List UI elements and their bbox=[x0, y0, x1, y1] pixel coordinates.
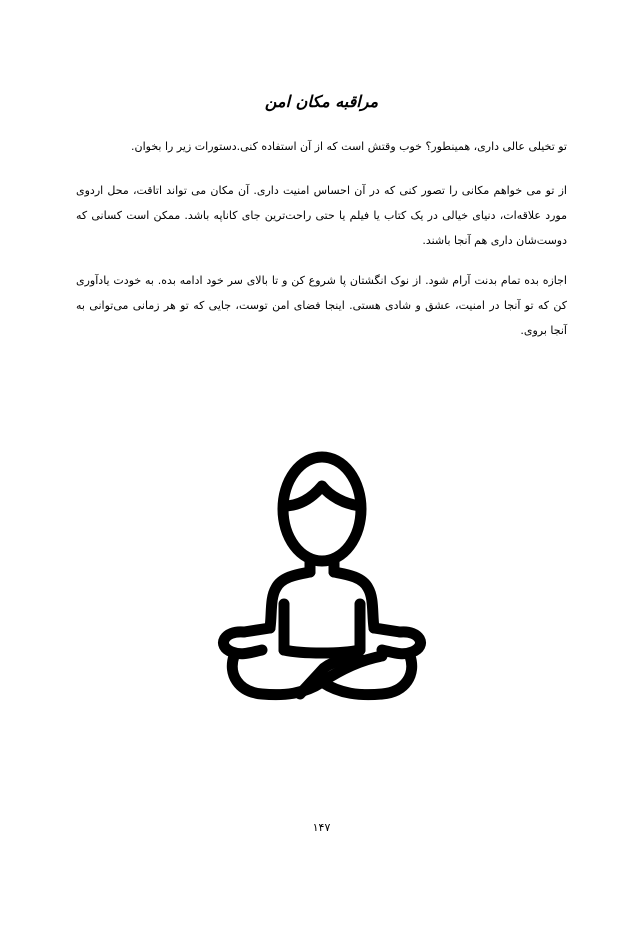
paragraph-relax: اجازه بده تمام بدنت آرام شود. از نوک انگشتان پا شروع کن و تا بالای سر خود ادامه بده. به خودت یادآوری کن که تو آنجا در امنیت، عشق و شادی هستی. اینجا فضای امن توست، جایی که تو هر زمانی می‌توانی به آنجا بروی. bbox=[76, 274, 567, 337]
paragraph-safe-place: از تو می خواهم مکانی را تصور کنی که در آن احساس امنیت داری. آن مکان می تواند اتاقت، محل اردوی مورد علاقه‌ات، دنیای خیالی در یک کتاب یا فیلم یا حتی راحت‌ترین جای کاناپه باشد. ممکن است کسانی که دوست‌شان داری هم آنجا باشند. bbox=[76, 184, 567, 247]
meditating-person-icon bbox=[204, 446, 440, 708]
page-title: مراقبه مکان امن bbox=[264, 92, 379, 111]
page-number: ۱۴۷ bbox=[312, 821, 331, 834]
paragraph-intro: تو تخیلی عالی داری، همینطور؟ خوب وقتش است که از آن استفاده کنی.دستورات زیر را بخوان. bbox=[131, 140, 567, 153]
